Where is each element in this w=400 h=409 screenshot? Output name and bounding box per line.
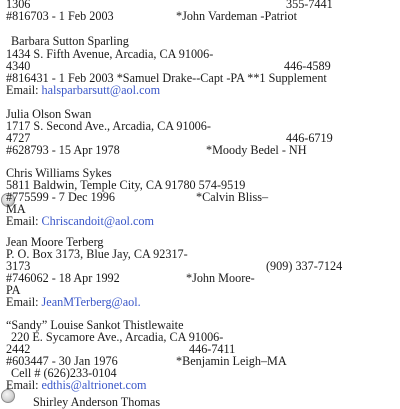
membership-record: #746062 - 18 Apr 1992 (6, 271, 120, 285)
ancestor-state: MA (6, 202, 26, 216)
ancestor-name: *Benjamin Leigh–MA (176, 354, 287, 368)
email-link[interactable]: Chriscandoit@aol.com (41, 214, 154, 228)
zip-continuation: 3173 (6, 259, 31, 273)
member-address: 1434 S. Fifth Avenue, Arcadia, CA 91006- (6, 47, 214, 61)
member-address: 5811 Baldwin, Temple City, CA 91780 574-9519 (6, 178, 246, 192)
zip-continuation: 4340 (6, 59, 31, 73)
phone-number: 355-7441 (286, 0, 333, 11)
membership-record: #816703 - 1 Feb 2003 (6, 9, 114, 23)
email-line (6, 214, 154, 228)
ancestor-name: *Calvin Bliss– (196, 190, 269, 204)
cell-phone: Cell # (626)233-0104 (11, 366, 117, 380)
email-link[interactable]: edthis@altrionet.com (41, 378, 147, 392)
email-link[interactable]: halsparbarsutt@aol.com (41, 83, 161, 97)
member-name: Julia Olson Swan (6, 107, 92, 121)
phone-number: (909) 337-7124 (266, 259, 343, 273)
ancestor-state: PA (6, 283, 21, 297)
email-link[interactable]: JeanMTerberg@aol. (41, 295, 141, 309)
member-name: Jean Moore Terberg (6, 235, 104, 249)
zip-continuation: 1306 (6, 0, 31, 11)
member-name: Barbara Sutton Sparling (11, 34, 129, 48)
phone-number: 446-6719 (286, 131, 333, 145)
membership-record: #628793 - 15 Apr 1978 (6, 143, 120, 157)
zip-continuation: 2442 (6, 342, 31, 356)
phone-number: 446-7411 (189, 342, 236, 356)
email-line (6, 295, 141, 309)
phone-number: 446-4589 (284, 59, 331, 73)
email-label: Email: (6, 83, 42, 97)
email-line (6, 378, 147, 392)
member-address: P. O. Box 3173, Blue Jay, CA 92317- (6, 247, 188, 261)
member-name: Shirley Anderson Thomas (33, 395, 161, 409)
email-label: Email: (6, 295, 42, 309)
ancestor-name: *John Vardeman -Patriot (176, 9, 297, 23)
membership-record: #816431 - 1 Feb 2003 *Samuel Drake--Capt -PA **1 Supplement (6, 71, 327, 85)
member-name: Chris Williams Sykes (6, 166, 112, 180)
membership-record: #603447 - 30 Jan 1976 (6, 354, 118, 368)
member-address: 1717 S. Second Ave., Arcadia, CA 91006- (6, 119, 211, 133)
member-address: 220 E. Sycamore Ave., Arcadia, CA 91006- (11, 330, 224, 344)
email-label: Email: (6, 214, 42, 228)
ancestor-name: *Moody Bedel - NH (206, 143, 307, 157)
email-label: Email: (6, 378, 42, 392)
zip-continuation: 4727 (6, 131, 31, 145)
email-line (6, 83, 160, 97)
membership-record: #775599 - 7 Dec 1996 (6, 190, 115, 204)
member-name: “Sandy” Louise Sankot Thistlewaite (6, 318, 184, 332)
ancestor-name: *John Moore- (186, 271, 255, 285)
